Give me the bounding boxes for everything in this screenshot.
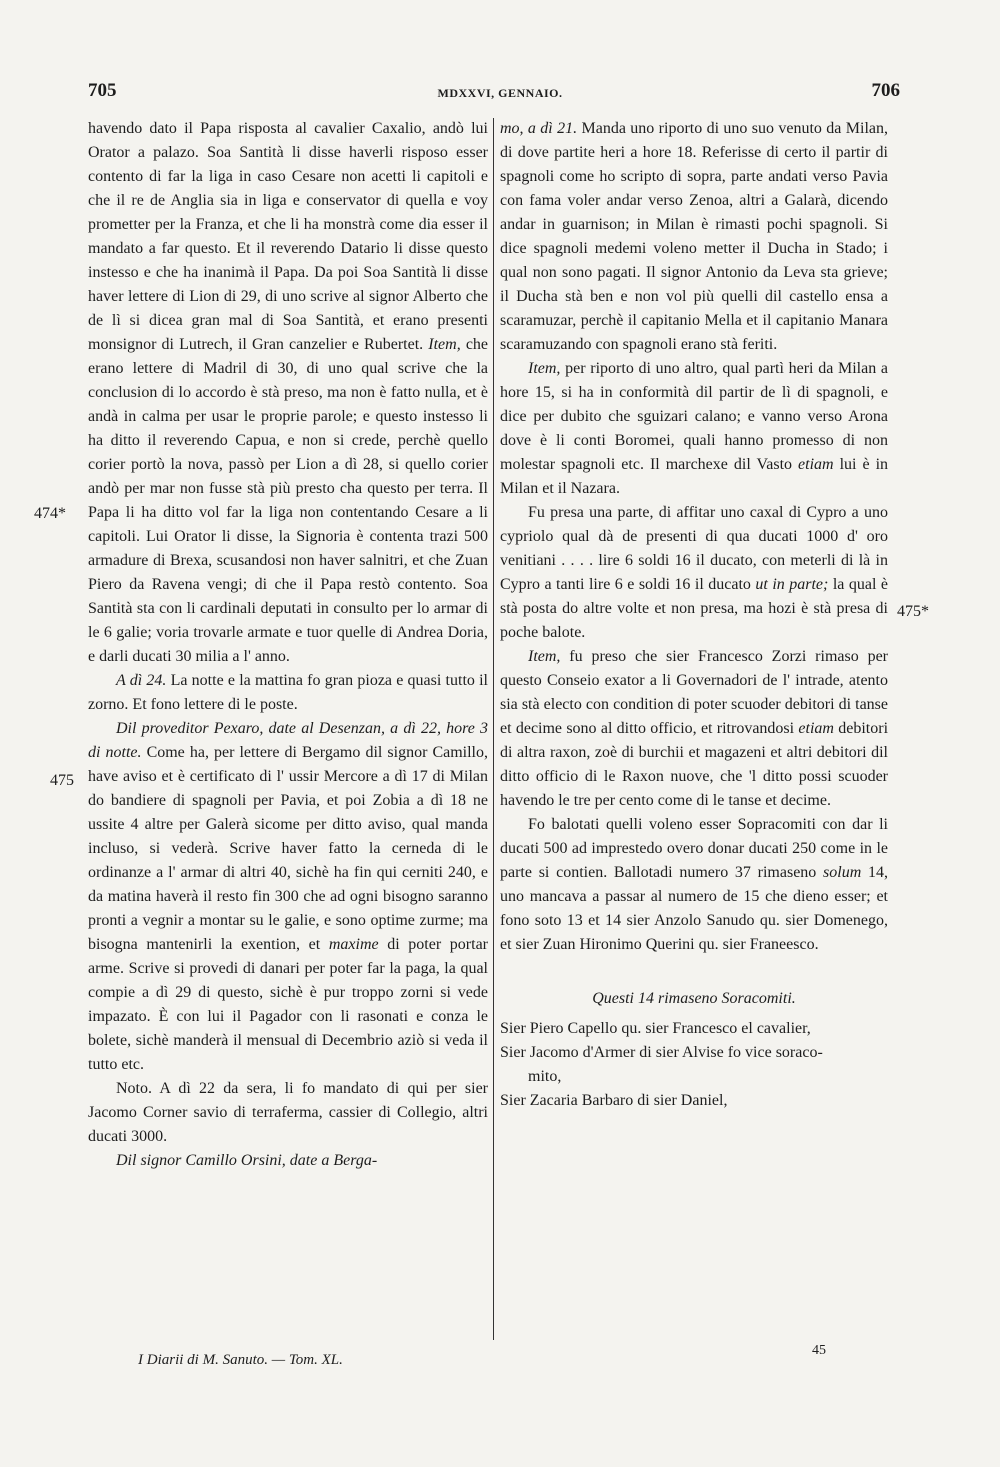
paragraph: Item, per riporto di uno altro, qual partì heri da Milan a hore 15, si ha in conformità dil partir de lì di spagnoli, e dice per dubito che sguizari calano; e vanno verso Arona dove è li conti Boromei, quali hanno promesso di non molestar spagnoli etc. Il marchexe dil Vasto etiam lui è in Milan et il Nazara. <box>500 360 889 497</box>
page-number-left: 705 <box>88 80 117 101</box>
page-number-right: 706 <box>871 80 900 101</box>
signature-mark: 45 <box>812 1343 826 1358</box>
list-item: mito, <box>528 1068 562 1085</box>
list-item: Sier Piero Capello qu. sier Francesco el cavalier, <box>500 1020 811 1037</box>
paragraph: Dil proveditor Pexaro, date al Desenzan, a dì 22, hore 3 di notte. Come ha, per lettere di Bergamo dil signor Camillo, have aviso et è certificato di l' ussir Mercore a dì 17 di Milan do bandiere di spagnoli per Pavia, et poi Zobia a dì 18 ne ussite 4 altre per Galerà sicome per ditto aviso, qual manda incluso, si vederà. Scrive haver fatto la cerneda di le ordinanze a l' armar di altri 40, sichè ha fin qui cerniti 240, e da matina haverà il resto fin 300 che ad ogni bisogno saranno pronti a vegnir a montar su le galie, e sono optime zurme; ma bisogna mantenirli la exention, et maxime di poter portar arme. Scrive si provedi di danari per poter far la paga, la qual compie a dì 29 di questo, sichè è pur troppo zorni si vede impazato. È con lui il Pagador con li rasonati e conza le bolete, sichè manderà il mensual di Decembrio aziò si veda il tutto etc. <box>88 720 489 1073</box>
column-divider <box>493 118 494 1340</box>
paragraph: Fo balotati quelli voleno esser Sopracomiti con dar li ducati 500 ad imprestedo overo donar ducati 250 come in le parte si contien. Ballotadi numero 37 rimaseno solum 14, uno mancava a passar al numero de 15 che dieno esser; et fono soto 13 et 14 sier Anzolo Sanudo qu. sier Domenego, et sier Zuan Hironimo Querini qu. sier Franeesco. <box>500 816 889 953</box>
margin-number-474-star: 474* <box>34 505 66 522</box>
margin-number-475-left: 475 <box>50 772 74 789</box>
footer-source: I Diarii di M. Sanuto. — Tom. XL. <box>138 1352 343 1368</box>
margin-number-475-star: 475* <box>897 603 929 620</box>
section-heading: Questi 14 rimaseno Soracomiti. <box>592 990 796 1007</box>
left-column <box>88 117 488 1173</box>
paragraph-heading: Dil signor Camillo Orsini, date a Berga- <box>116 1152 378 1169</box>
paragraph: mo, a dì 21. Manda uno riporto di uno suo venuto da Milan, di dove partite heri a hore 18. Referisse di certo il partir di spagnoli come ho scripto di sopra, parte andati verso Pavia con fama voler andar verso Zenoa, altri a Galarà, dicendo andar in guarnison; in Milan è rimasti pochi spagnoli. Si dice spagnoli medemi voleno metter il Ducha in Stado; i qual non sono pagati. Il signor Antonio da Leva sta grieve; il Ducha stà ben e non vol più quelli dil castello ensa a scaramuzar, perchè il capitanio Mella et il capitanio Manara scaramuzando con spagnoli erano stà feriti. <box>500 120 889 353</box>
paragraph: havendo dato il Papa risposta al cavalier Caxalio, andò lui Orator a palazo. Soa Santità li disse haverli risposo esser contento di far la liga in caso Cesare non acetti li capitoli e che il re de Anglia sia in liga e conservator di quella e voy prometter per la Franza, et che li ha monstrà come dia esser il mandato a far questo. Et il reverendo Datario li disse questo instesso e che ha inanimà il Papa. Da poi Soa Santità li disse haver lettere di Lion di 29, di uno scrive al signor Alberto che de lì si dicea gran mal di Soa Santità, et erano presenti monsignor di Lutrech, il Gran canzelier e Rubertet. Item, che erano lettere di Madril di 30, di uno qual scrive che la conclusion di lo accordo è stà preso, ma non è fatto nulla, et è andà in calma per usar le proprie parole; e questo instesso li ha ditto il reverendo Capua, e non si crede, perchè quello corier portò la nova, passò per Lion a dì 28, si quello corier andò per mar non fusse stà più presto cha questo per terra. Il Papa li ha ditto vol far la liga non contentando Cesare a li capitoli. Lui Orator li disse, la Signoria è contenta trazi 500 armadure di Brexa, scusandosi non haver salnitri, et che Zuan Piero da Ravena vengi; di che il Papa restò contento. Soa Santità sta con li cardinali deputati in consulto per lo armar di le 6 galie; voria trovarle armate e tuor quelle di Andrea Doria, e darli ducati 30 milia a l' anno. <box>88 120 489 665</box>
list-item: Sier Zacaria Barbaro di sier Daniel, <box>500 1092 728 1109</box>
list-item: Sier Jacomo d'Armer di sier Alvise fo vice soraco- <box>500 1044 823 1061</box>
paragraph: Fu presa una parte, di affitar uno caxal di Cypro a uno cypriolo qual dà de presenti di qua ducati 1000 d' oro venitiani . . . . lire 6 soldi 16 il ducato, con meterli di là in Cypro a tanti lire 6 e soldi 16 il ducato ut in parte; la qual è stà posta do altre volte et non presa, ma hozi è stà presa di poche balote. <box>500 504 888 641</box>
right-column <box>500 117 888 1113</box>
paragraph: A dì 24. La notte e la mattina fo gran pioza e quasi tutto il zorno. Et fono lettere di le poste. <box>88 672 488 713</box>
paragraph: Noto. A dì 22 da sera, li fo mandato di qui per sier Jacomo Corner savio di terraferma, cassier di Collegio, altri ducati 3000. <box>88 1080 488 1145</box>
paragraph: Item, fu preso che sier Francesco Zorzi rimaso per questo Conseio exator a li Governadori de l' intrade, atento sia stà electo con condition di poter scuoder debitori di tanse et decime sono al ditto officio, et ritrovandosi etiam debitori di altra raxon, zoè di burchii et magazeni et altri debitori dil ditto officio di le Raxon nuove, che 'l ditto possi scuoder havendo le tre per cento come di le tanse et decime. <box>500 648 889 809</box>
running-title: MDXXVI, GENNAIO. <box>437 86 563 100</box>
